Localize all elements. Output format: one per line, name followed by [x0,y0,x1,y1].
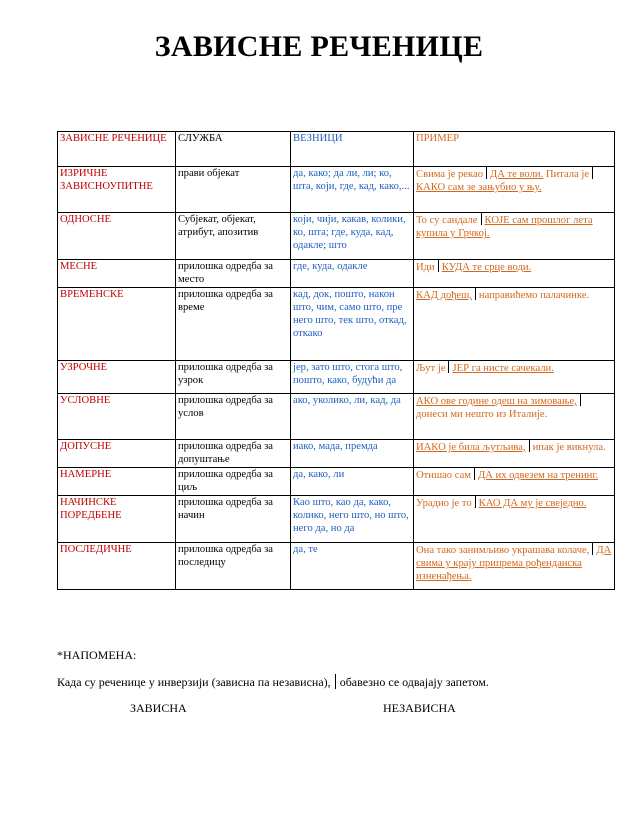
separator-bar [474,468,475,480]
cell-conjunctions: јер, зато што, стога што, пошто, како, будући да [291,361,414,394]
cell-function: прилошка одредба за узрок [176,361,291,394]
cell-example [414,167,615,213]
cell-conjunctions: да, те [291,543,414,590]
example-main: Она тако занимљиво украшава колаче, [416,545,590,556]
header-conjunctions: ВЕЗНИЦИ [291,132,414,167]
cell-function: прилошка одредба за услов [176,394,291,440]
example-main: Свима је рекао [416,169,483,180]
table-row [58,213,615,260]
example-clause: КАО ДА му је свеједно. [478,498,587,509]
page-title: ЗАВИСНЕ РЕЧЕНИЦЕ [154,30,484,63]
cell-example [414,394,615,440]
separator-bar [580,394,581,406]
cell-type: ДОПУСНЕ [58,440,176,468]
separator-bar [486,167,487,179]
example-main-2: Питала је [545,169,590,180]
note-text-before: Када су реченице у инверзији (зависна па независна), [57,675,331,689]
separator-bar [475,496,476,508]
example-clause-2: КАКО сам зе зањубио у њу. [416,182,542,193]
cell-function: прилошка одредба за место [176,260,291,288]
cell-example [414,440,615,468]
cell-type: НАЧИНСКЕ ПОРЕДБЕНЕ [58,496,176,543]
header-example: ПРИМЕР [414,132,615,167]
separator-bar [481,213,482,225]
cell-conjunctions: да, како; да ли, ли; ко, шта, који, где, кад, како,... [291,167,414,213]
label-independent: НЕЗАВИСНА [383,701,456,715]
table-row [58,260,615,288]
cell-example [414,288,615,361]
example-tail: донеси ми нешто из Италије. [416,409,548,420]
clause-table [57,131,615,590]
example-main: Иди [416,262,435,273]
table-row [58,468,615,496]
note-text-after: обавезно се одвајају запетом. [339,675,489,689]
cell-function: Субјекат, објекат, атрибут, апозитив [176,213,291,260]
header-type: ЗАВИСНЕ РЕЧЕНИЦЕ [58,132,176,167]
cell-conjunctions: да, како, ли [291,468,414,496]
cell-conjunctions: иако, мада, премда [291,440,414,468]
label-dependent: ЗАВИСНА [130,701,187,715]
table-row [58,167,615,213]
cell-example [414,468,615,496]
cell-conjunctions: где, куда, одакле [291,260,414,288]
cell-conjunctions: који, чији, какав, колики, ко, шта; где, куда, кад, одакле; што [291,213,414,260]
example-clause: КУДА те срце води. [441,262,532,273]
cell-type: УСЛОВНЕ [58,394,176,440]
cell-type: ПОСЛЕДИЧНЕ [58,543,176,590]
table-row [58,496,615,543]
example-main: То су сандале [416,215,478,226]
cell-conjunctions: Као што, као да, како, колико, него што, но што, него да, но да [291,496,414,543]
example-main: Отишао сам [416,470,471,481]
separator-bar [529,440,530,452]
separator-bar [335,674,336,689]
separator-bar [475,288,476,300]
cell-example [414,543,615,590]
cell-type: ИЗРИЧНЕ ЗАВИСНОУПИТНЕ [58,167,176,213]
separator-bar [592,167,593,179]
cell-type: ВРЕМЕНСКЕ [58,288,176,361]
cell-type: НАМЕРНЕ [58,468,176,496]
cell-example [414,260,615,288]
cell-function: прилошка одредба за начин [176,496,291,543]
example-main: Љут је [416,363,446,374]
table-row [58,288,615,361]
table-row [58,394,615,440]
separator-bar [448,361,449,373]
cell-conjunctions: ако, уколико, ли, кад, да [291,394,414,440]
table-row [58,440,615,468]
example-clause: КАД дођеш, [416,290,472,301]
cell-conjunctions: кад, док, пошто, након што, чим, само што, пре него што, тек што, откад, откако [291,288,414,361]
note-heading: *НАПОМЕНА: [57,648,137,662]
example-tail: ипак је викнула. [532,442,606,453]
example-clause: АКО ове године одеш на зимовање, [416,396,577,407]
cell-example [414,496,615,543]
example-clause: ИАКО је била љутљива, [416,442,526,453]
note-text [57,674,489,690]
cell-function: прилошка одредба за циљ [176,468,291,496]
cell-function: прилошка одредба за последицу [176,543,291,590]
example-clause: КОЈЕ сам прошлог лета купила у Грчкој. [416,215,593,239]
cell-example [414,213,615,260]
cell-function: прилошка одредба за време [176,288,291,361]
cell-function: прави објекат [176,167,291,213]
separator-bar [592,543,593,555]
cell-type: МЕСНЕ [58,260,176,288]
example-clause: ДА те воли. [490,169,544,180]
example-tail: направићемо палачинке. [478,290,590,301]
separator-bar [438,260,439,272]
cell-type: ОДНОСНЕ [58,213,176,260]
table-row [58,543,615,590]
header-function: СЛУЖБА [176,132,291,167]
cell-type: УЗРОЧНЕ [58,361,176,394]
table-row [58,361,615,394]
example-clause: ЈЕР га нисте сачекали. [452,363,554,374]
example-main: Урадио је то [416,498,472,509]
example-clause: ДА их одвезем на тренинг. [478,470,599,481]
cell-function: прилошка одредба за допуштање [176,440,291,468]
table-header-row [58,132,615,167]
cell-example [414,361,615,394]
example-clause: ДА свима у крају припрема рођенданска изненађења. [416,545,612,582]
